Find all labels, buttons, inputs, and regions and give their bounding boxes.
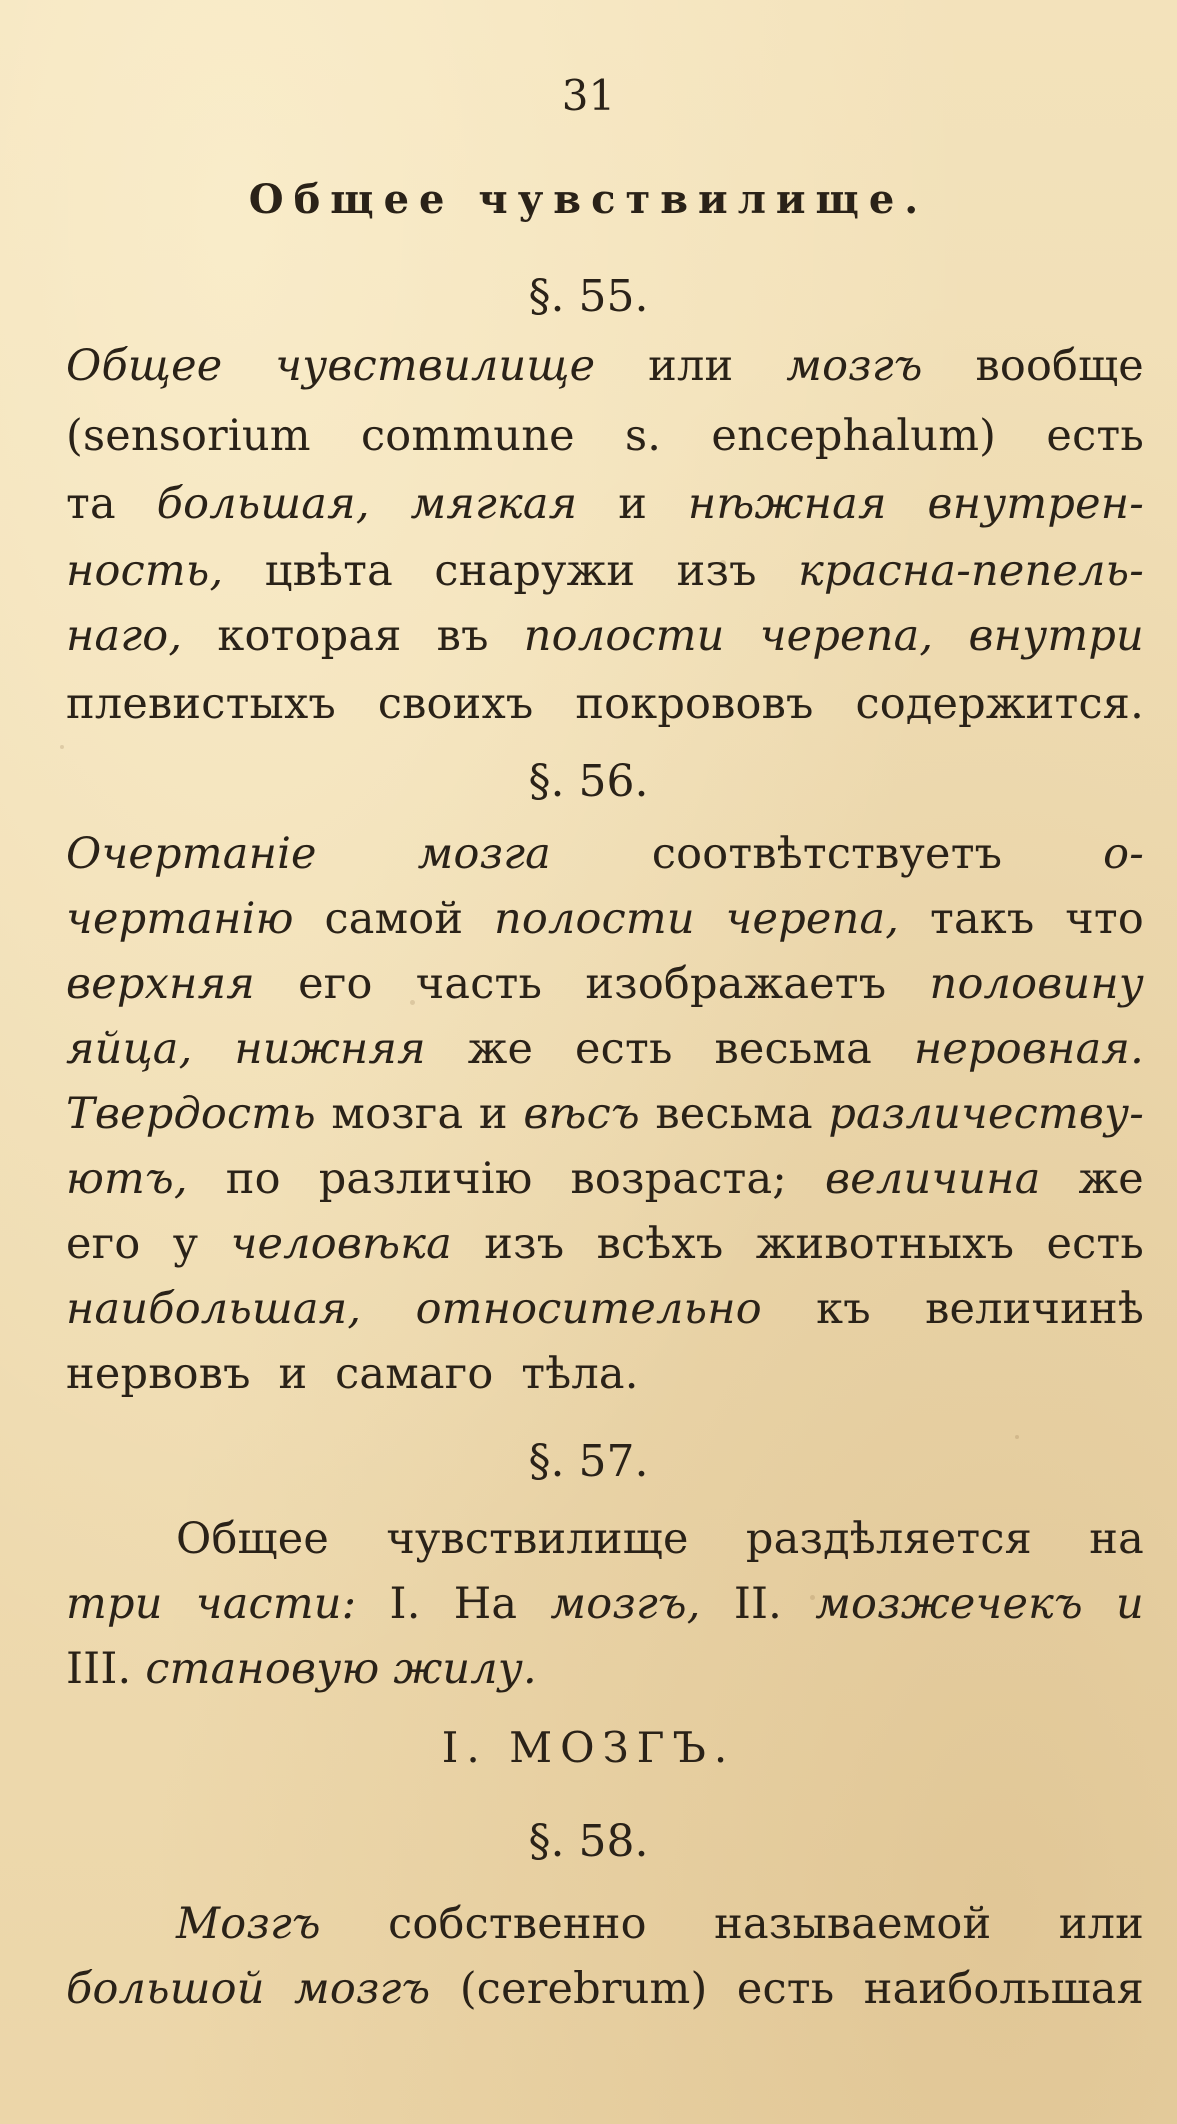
chapter-title: Общее чувствилище.	[248, 176, 929, 223]
text-line	[66, 1154, 1144, 1204]
word: и	[278, 1349, 308, 1399]
word: мозга	[331, 1089, 464, 1139]
word: полости	[523, 611, 725, 661]
word: наибольшая,	[66, 1284, 362, 1334]
word: величина	[824, 1154, 1041, 1204]
text-line	[66, 1349, 639, 1399]
section-number: §. 58.	[528, 1816, 649, 1867]
word: есть	[1046, 1219, 1144, 1269]
text-line	[66, 1579, 1144, 1629]
word: у	[172, 1219, 199, 1269]
word: весьма	[655, 1089, 813, 1139]
word: или	[648, 341, 734, 391]
word: что	[1065, 894, 1144, 944]
text-line	[66, 1964, 1144, 2014]
word: Общее	[66, 341, 223, 391]
text-line	[176, 1514, 1144, 1564]
word: чувствилище	[386, 1514, 689, 1564]
word: ность,	[66, 546, 224, 596]
word: называемой	[714, 1899, 992, 1949]
word: тѣла.	[521, 1349, 639, 1399]
word: часть	[415, 959, 543, 1009]
word: своихъ	[377, 679, 534, 729]
word: мозгъ	[294, 1964, 431, 2014]
word: нѣжная	[687, 479, 887, 529]
word: вѣсъ	[523, 1089, 640, 1139]
paper-stain	[1015, 1435, 1019, 1439]
word: III.	[66, 1644, 132, 1694]
word: части:	[195, 1579, 357, 1629]
section-number: §. 56.	[528, 756, 649, 807]
word: чувствилище	[275, 341, 596, 391]
word: такъ	[929, 894, 1035, 944]
word: наго,	[66, 611, 183, 661]
paper-stain	[60, 745, 64, 749]
text-line	[66, 479, 1144, 529]
word: раздѣляется	[745, 1514, 1032, 1564]
word: ютъ,	[66, 1154, 188, 1204]
word: мозга	[417, 829, 551, 879]
word: же	[1078, 1154, 1144, 1204]
text-line	[66, 611, 1144, 661]
word: и	[478, 1089, 508, 1139]
word: commune	[360, 411, 575, 461]
word: относительно	[415, 1284, 762, 1334]
word: плевистыхъ	[66, 679, 336, 729]
word: мозгъ	[786, 341, 923, 391]
word: по	[225, 1154, 281, 1204]
word: изображаетъ	[585, 959, 887, 1009]
word: полости	[493, 894, 695, 944]
word: мягкая	[410, 479, 578, 529]
text-line	[176, 1899, 1144, 1949]
word: къ	[816, 1284, 871, 1334]
word: красна-пепель-	[798, 546, 1144, 596]
text-line	[66, 341, 1144, 391]
word: весьма	[714, 1024, 872, 1074]
word: или	[1058, 1899, 1144, 1949]
word: Общее	[176, 1514, 330, 1564]
word: о-	[1103, 829, 1144, 879]
word: становую	[145, 1644, 380, 1694]
section-number: §. 55.	[528, 271, 649, 322]
word: содержится.	[855, 679, 1144, 729]
word: человѣка	[230, 1219, 452, 1269]
text-line	[66, 1089, 1144, 1139]
text-line	[66, 959, 1144, 1009]
word: нижняя	[234, 1024, 426, 1074]
word: половину	[929, 959, 1144, 1009]
word: encephalum)	[711, 411, 997, 461]
word: Очертаніе	[66, 829, 317, 879]
word: верхняя	[66, 959, 255, 1009]
word: I.	[389, 1579, 421, 1629]
word: соотвѣтствуетъ	[651, 829, 1003, 879]
word: собственно	[388, 1899, 647, 1949]
word: Мозгъ	[176, 1899, 321, 1949]
word: мозжечекъ	[815, 1579, 1083, 1629]
word: его	[66, 1219, 141, 1269]
word: которая	[217, 611, 402, 661]
word: s.	[625, 411, 662, 461]
word: самой	[324, 894, 464, 944]
word: яйца,	[66, 1024, 193, 1074]
word: жилу.	[393, 1644, 537, 1694]
text-line	[66, 829, 1144, 879]
word: цвѣта	[264, 546, 393, 596]
word: внутри	[968, 611, 1144, 661]
word: величинѣ	[925, 1284, 1144, 1334]
word: есть	[736, 1964, 835, 2014]
word: изъ	[484, 1219, 565, 1269]
word: всѣхъ	[596, 1219, 724, 1269]
text-line	[66, 1219, 1144, 1269]
word: нервовъ	[66, 1349, 251, 1399]
word: же	[467, 1024, 534, 1074]
word: черепа,	[759, 611, 934, 661]
word: та	[66, 479, 116, 529]
word: изъ	[676, 546, 757, 596]
word: животныхъ	[755, 1219, 1015, 1269]
word: самаго	[335, 1349, 494, 1399]
word: II.	[733, 1579, 783, 1629]
word: (cerebrum)	[459, 1964, 708, 2014]
word: На	[453, 1579, 518, 1629]
text-line	[66, 1024, 1144, 1074]
text-line	[66, 679, 1144, 729]
word: различію	[318, 1154, 533, 1204]
word: есть	[1046, 411, 1144, 461]
word: возраста;	[570, 1154, 787, 1204]
word: чертанію	[66, 894, 294, 944]
word: вообще	[975, 341, 1144, 391]
word: покрововъ	[575, 679, 814, 729]
page-number: 31	[561, 71, 616, 120]
word: неровная.	[913, 1024, 1144, 1074]
section-number: §. 57.	[528, 1436, 649, 1487]
word: въ	[436, 611, 489, 661]
text-line	[66, 546, 1144, 596]
text-line	[66, 1284, 1144, 1334]
word: и	[618, 479, 648, 529]
word: большая,	[156, 479, 370, 529]
word: на	[1089, 1514, 1144, 1564]
word: три	[66, 1579, 163, 1629]
word: большой	[66, 1964, 265, 2014]
word: есть	[575, 1024, 673, 1074]
word: его	[298, 959, 373, 1009]
text-line	[66, 411, 1144, 461]
word: снаружи	[434, 546, 636, 596]
word: черепа,	[725, 894, 900, 944]
word: различеству-	[828, 1089, 1144, 1139]
word: и	[1116, 1579, 1144, 1629]
word: наибольшая	[863, 1964, 1144, 2014]
word: мозгъ,	[550, 1579, 701, 1629]
text-line	[66, 1644, 537, 1694]
part-heading: I. МОЗГЪ.	[441, 1723, 736, 1772]
text-line	[66, 894, 1144, 944]
word: (sensorium	[66, 411, 311, 461]
word: Твердость	[66, 1089, 316, 1139]
word: внутрен-	[927, 479, 1144, 529]
